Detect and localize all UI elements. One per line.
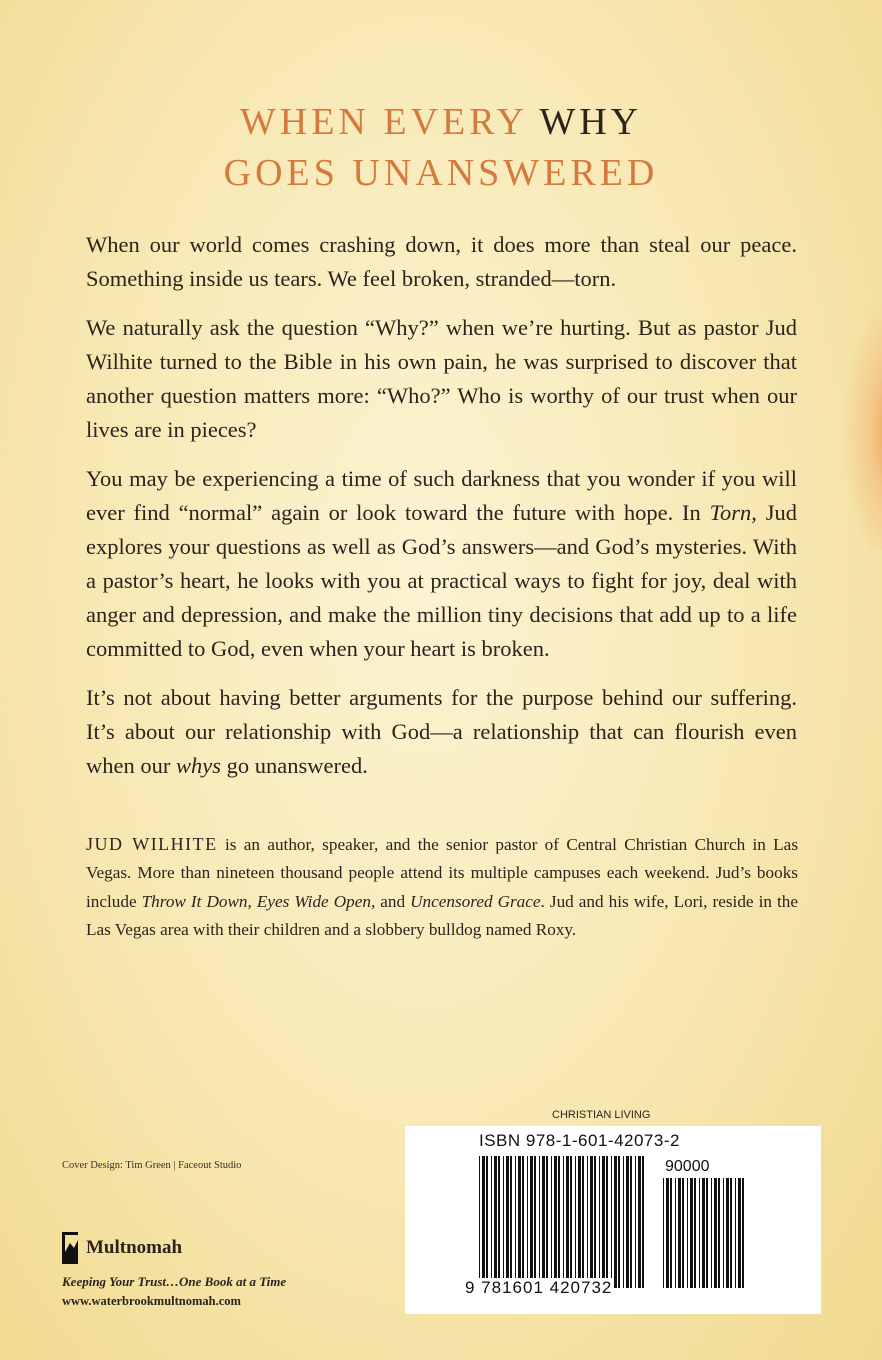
publisher-name: Multnomah <box>86 1237 183 1258</box>
back-cover-headline <box>0 97 882 199</box>
bio-book-title-2: Uncensored Grace <box>410 891 541 911</box>
barcode-bar <box>590 1156 593 1288</box>
barcode-bar <box>618 1156 620 1288</box>
barcode-bar <box>518 1156 521 1288</box>
paragraph-3-part-b: Jud explores your questions as well as God’s answers—and God’s mysteries. With a pastor’s heart, he looks with you at practical ways to fight for joy, deal with anger and depression, and make the million tiny decisions that add up to a life committed to God, even when your heart is broken. <box>86 500 797 661</box>
bio-text-c: . Jud and his wife, Lori, reside in the Las Vegas area with their children and a slobbery bulldog named Roxy. <box>86 891 798 939</box>
description-paragraph-2: We naturally ask the question “Why?” when we’re hurting. But as pastor Jud Wilhite turned to the Bible in his own pain, he was surprised to discover that another question matters more: “Who?” Who is worthy of our trust when our lives are in pieces? <box>86 315 797 442</box>
bio-text-b: and <box>375 891 411 911</box>
barcode-bar <box>690 1178 693 1288</box>
isbn-text: ISBN 978-1-601-42073-2 <box>479 1131 680 1150</box>
paragraph-4-part-a: It’s not about having better arguments for the purpose behind our suffering. It’s about our relationship with God—a relationship that can flourish even when our <box>86 685 797 778</box>
headline-line-2: GOES UNANSWERED <box>223 152 659 194</box>
barcode-bar <box>730 1178 732 1288</box>
author-bio <box>86 830 798 944</box>
barcode-bar <box>587 1156 588 1288</box>
barcode-bar <box>663 1178 664 1288</box>
barcode-bar <box>599 1156 600 1288</box>
barcode-bar <box>738 1178 741 1288</box>
book-title-torn: Torn, <box>709 500 757 525</box>
barcode-bar <box>742 1178 744 1288</box>
barcode-bar <box>582 1156 584 1288</box>
barcode-bar <box>566 1156 569 1288</box>
publisher-row <box>62 1232 362 1264</box>
publisher-tagline: Keeping Your Trust…One Book at a Time <box>62 1274 287 1289</box>
barcode-bar <box>675 1178 676 1288</box>
barcode-bar <box>626 1156 629 1288</box>
headline-orange-text: WHEN EVERY <box>239 101 527 143</box>
barcode-bar <box>699 1178 700 1288</box>
barcode-bar <box>714 1178 717 1288</box>
barcode-bar <box>506 1156 509 1288</box>
description-paragraph-3 <box>86 462 797 666</box>
author-name: JUD WILHITE <box>86 834 218 854</box>
barcode-bar <box>542 1156 545 1288</box>
barcode-bar <box>623 1156 624 1288</box>
barcode-bar <box>498 1156 500 1288</box>
barcode-bar <box>687 1178 688 1288</box>
headline-why-word: WHY <box>539 101 643 143</box>
publisher-block <box>62 1232 362 1309</box>
barcode-bar <box>530 1156 533 1288</box>
barcode-bar <box>735 1178 736 1288</box>
whys-emphasis: whys <box>175 753 221 778</box>
barcode-bar <box>551 1156 552 1288</box>
cover-design-credit: Cover Design: Tim Green | Faceout Studio <box>62 1160 242 1171</box>
publisher-url: www.waterbrookmultnomah.com <box>62 1294 241 1308</box>
bio-text-a: is an author, speaker, and the senior pastor of Central Christian Church in Las Vegas. More than nineteen thousand people attend its multiple campuses each weekend. Jud’s books include <box>86 835 799 911</box>
barcode-bar <box>534 1156 536 1288</box>
barcode-bar <box>726 1178 729 1288</box>
paragraph-4-part-b: go unanswered. <box>220 753 368 778</box>
barcode-bar <box>711 1178 712 1288</box>
barcode-bar <box>563 1156 564 1288</box>
barcode-bar <box>539 1156 540 1288</box>
barcode-bar <box>606 1156 608 1288</box>
barcode-bar <box>706 1178 708 1288</box>
barcode-bar <box>666 1178 669 1288</box>
description-paragraph-1: When our world comes crashing down, it does more than steal our peace. Something inside us tears. We feel broken, stranded—torn. <box>86 232 797 291</box>
multnomah-logo-icon <box>62 1232 80 1264</box>
barcode-bar <box>570 1156 572 1288</box>
barcode-bar <box>611 1156 612 1288</box>
bio-book-titles-1: Throw It Down, Eyes Wide Open, <box>141 891 376 911</box>
category-label: CHRISTIAN LIVING <box>552 1109 651 1121</box>
barcode-bar <box>578 1156 581 1288</box>
barcode-bar <box>546 1156 548 1288</box>
barcode-bar <box>554 1156 557 1288</box>
barcode-bar <box>575 1156 576 1288</box>
headline-line-1 <box>0 97 882 148</box>
barcode-bar <box>682 1178 684 1288</box>
barcode-bar <box>494 1156 497 1288</box>
barcode-panel <box>405 1126 821 1314</box>
barcode-bar <box>558 1156 560 1288</box>
barcode-bar <box>602 1156 605 1288</box>
description-body <box>86 228 797 798</box>
description-paragraph-4 <box>86 681 797 783</box>
barcode-bar <box>678 1178 681 1288</box>
barcode-bar <box>522 1156 524 1288</box>
barcode-bar <box>723 1178 724 1288</box>
price-code-text: 90000 <box>665 1158 710 1175</box>
paragraph-3-part-a: You may be experiencing a time of such darkness that you wonder if you will ever find “normal” again or look toward the future with hope. In <box>86 466 797 525</box>
barcode-bar <box>614 1156 617 1288</box>
barcode-bar <box>642 1156 644 1288</box>
barcode-bar <box>479 1156 480 1288</box>
barcode-bar <box>486 1156 488 1288</box>
barcode-bar <box>702 1178 705 1288</box>
ean-digits-text: 9 781601 420732 <box>465 1278 613 1297</box>
barcode-bar <box>694 1178 696 1288</box>
barcode-bar <box>482 1156 485 1288</box>
barcode-bar <box>630 1156 632 1288</box>
barcode-bar <box>638 1156 641 1288</box>
barcode-bar <box>510 1156 512 1288</box>
barcode-bar <box>635 1156 636 1288</box>
barcode-bar <box>491 1156 492 1288</box>
barcode-bar <box>515 1156 516 1288</box>
barcode-bar <box>594 1156 596 1288</box>
barcode-bar <box>718 1178 720 1288</box>
barcode-bar <box>503 1156 504 1288</box>
barcode-bar <box>527 1156 528 1288</box>
edge-glow-decoration <box>842 290 882 550</box>
barcode-bar <box>670 1178 672 1288</box>
